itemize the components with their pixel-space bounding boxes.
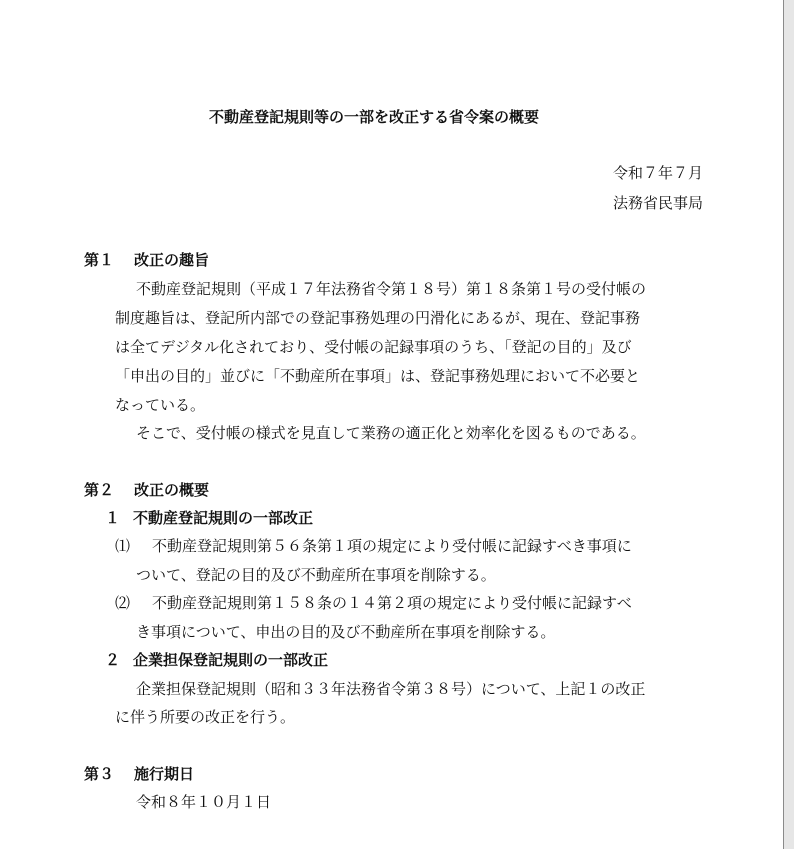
item-1-continuation: ついて、登記の目的及び不動産所在事項を削除する。 [136, 566, 496, 584]
section-1-paragraph-line: 「申出の目的」並びに「不動産所在事項」は、登記事務処理において不必要と [115, 367, 641, 385]
section-1-paragraph-line: 不動産登記規則（平成１７年法務省令第１８号）第１８条第１号の受付帳の [136, 280, 647, 298]
section-1-number: 第１ [84, 251, 115, 269]
subsection-2-paragraph-line: に伴う所要の改正を行う。 [115, 708, 296, 726]
item-2-text: 不動産登記規則第１５８条の１４第２項の規定により受付帳に記録すべ [152, 594, 632, 612]
section-3-heading [84, 764, 194, 784]
document-title: 不動産登記規則等の一部を改正する省令案の概要 [209, 108, 540, 126]
section-1-paragraph-line: なっている。 [115, 396, 206, 414]
viewer-gutter [784, 0, 794, 849]
subsection-2-number: ２ [105, 651, 121, 669]
section-2-title: 改正の概要 [134, 481, 210, 499]
subsection-1-title: 不動産登記規則の一部改正 [133, 509, 314, 527]
section-2-heading [84, 480, 209, 500]
document-issuer: 法務省民事局 [612, 194, 703, 212]
section-1-paragraph-line: 制度趣旨は、登記所内部での登記事務処理の円滑化にあるが、現在、登記事務 [115, 309, 641, 327]
item-2-line [115, 593, 632, 613]
subsection-1-number: １ [105, 509, 121, 527]
section-2-number: 第２ [84, 481, 115, 499]
document-date: 令和７年７月 [612, 164, 703, 182]
item-1-text: 不動産登記規則第５６条第１項の規定により受付帳に記録すべき事項に [152, 537, 632, 555]
subsection-2-heading [105, 650, 328, 670]
section-1-title: 改正の趣旨 [134, 251, 210, 269]
item-2-number: ⑵ [115, 594, 131, 612]
section-1-paragraph-2: そこで、受付帳の様式を見直して業務の適正化と効率化を図るものである。 [136, 424, 646, 442]
item-2-continuation: き事項について、申出の目的及び不動産所在事項を削除する。 [136, 623, 556, 641]
item-1-number: ⑴ [115, 537, 131, 555]
item-1-line [115, 536, 632, 556]
subsection-2-paragraph-line: 企業担保登記規則（昭和３３年法務省令第３８号）について、上記１の改正 [136, 680, 646, 698]
section-1-paragraph-line: は全てデジタル化されており、受付帳の記録事項のうち、「登記の目的」及び [115, 338, 632, 356]
subsection-2-title: 企業担保登記規則の一部改正 [133, 651, 329, 669]
section-3-number: 第３ [84, 765, 115, 783]
effective-date: 令和８年１０月１日 [136, 793, 272, 811]
section-3-title: 施行期日 [134, 765, 195, 783]
section-1-heading [84, 250, 209, 270]
subsection-1-heading [105, 508, 313, 528]
